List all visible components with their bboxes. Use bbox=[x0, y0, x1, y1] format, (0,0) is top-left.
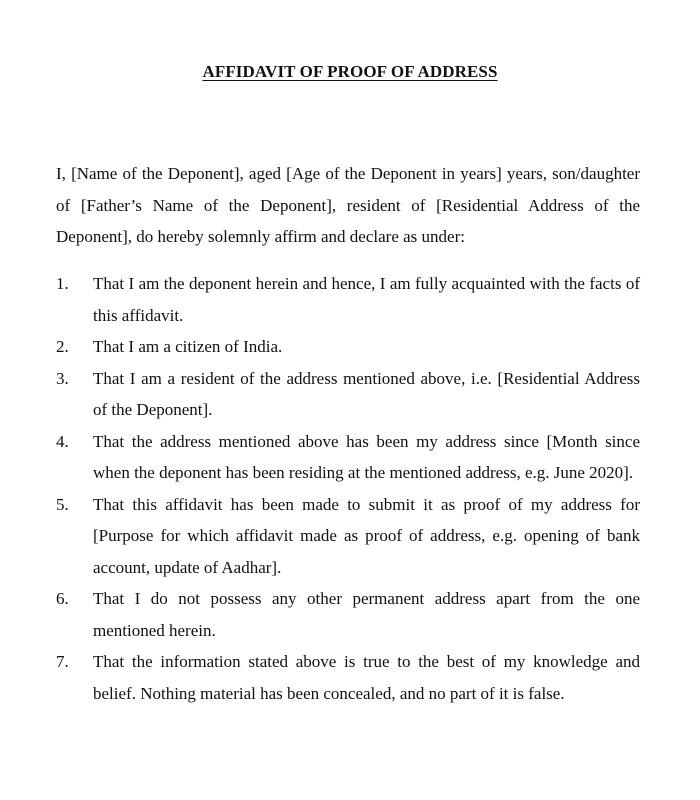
list-item bbox=[56, 646, 640, 709]
intro-paragraph: I, [Name of the Deponent], aged [Age of the Deponent in years] years, son/daughter of [Father’s Name of the Deponent], resident of [Residential Address of the Deponent], do hereby solemnly affirm and declare as under: bbox=[56, 164, 640, 246]
list-item bbox=[56, 426, 640, 489]
list-item-number: 4. bbox=[56, 431, 69, 451]
declaration-list bbox=[56, 268, 640, 709]
list-item bbox=[56, 331, 640, 363]
list-item-text: That I am a resident of the address mentioned above, i.e. [Residential Address of the Deponent]. bbox=[93, 368, 640, 419]
list-item-number: 2. bbox=[56, 337, 69, 356]
list-item-number: 5. bbox=[56, 494, 69, 514]
list-item bbox=[56, 363, 640, 426]
list-item bbox=[56, 268, 640, 331]
list-item-text: That this affidavit has been made to submit it as proof of my address for [Purpose for which affidavit made as proof of address, e.g. opening of bank account, update of Aadhar]. bbox=[93, 494, 640, 577]
list-item bbox=[56, 489, 640, 584]
list-item-number: 3. bbox=[56, 368, 69, 388]
list-item-number: 1. bbox=[56, 274, 69, 293]
list-item-text: That the information stated above is true to the best of my knowledge and belief. Nothing material has been concealed, and no part of it is false. bbox=[93, 652, 640, 703]
document-title: AFFIDAVIT OF PROOF OF ADDRESS bbox=[202, 62, 498, 81]
list-item-text: That I am the deponent herein and hence, I am fully acquainted with the facts of this affidavit. bbox=[93, 274, 640, 325]
list-item-text: That I am a citizen of India. bbox=[93, 337, 283, 356]
list-item-text: That the address mentioned above has been my address since [Month since when the deponent has been residing at the mentioned address, e.g. June 2020]. bbox=[93, 431, 640, 482]
list-item-text: That I do not possess any other permanent address apart from the one mentioned herein. bbox=[93, 589, 640, 640]
list-item-number: 6. bbox=[56, 589, 69, 608]
list-item-number: 7. bbox=[56, 652, 69, 671]
list-item bbox=[56, 583, 640, 646]
